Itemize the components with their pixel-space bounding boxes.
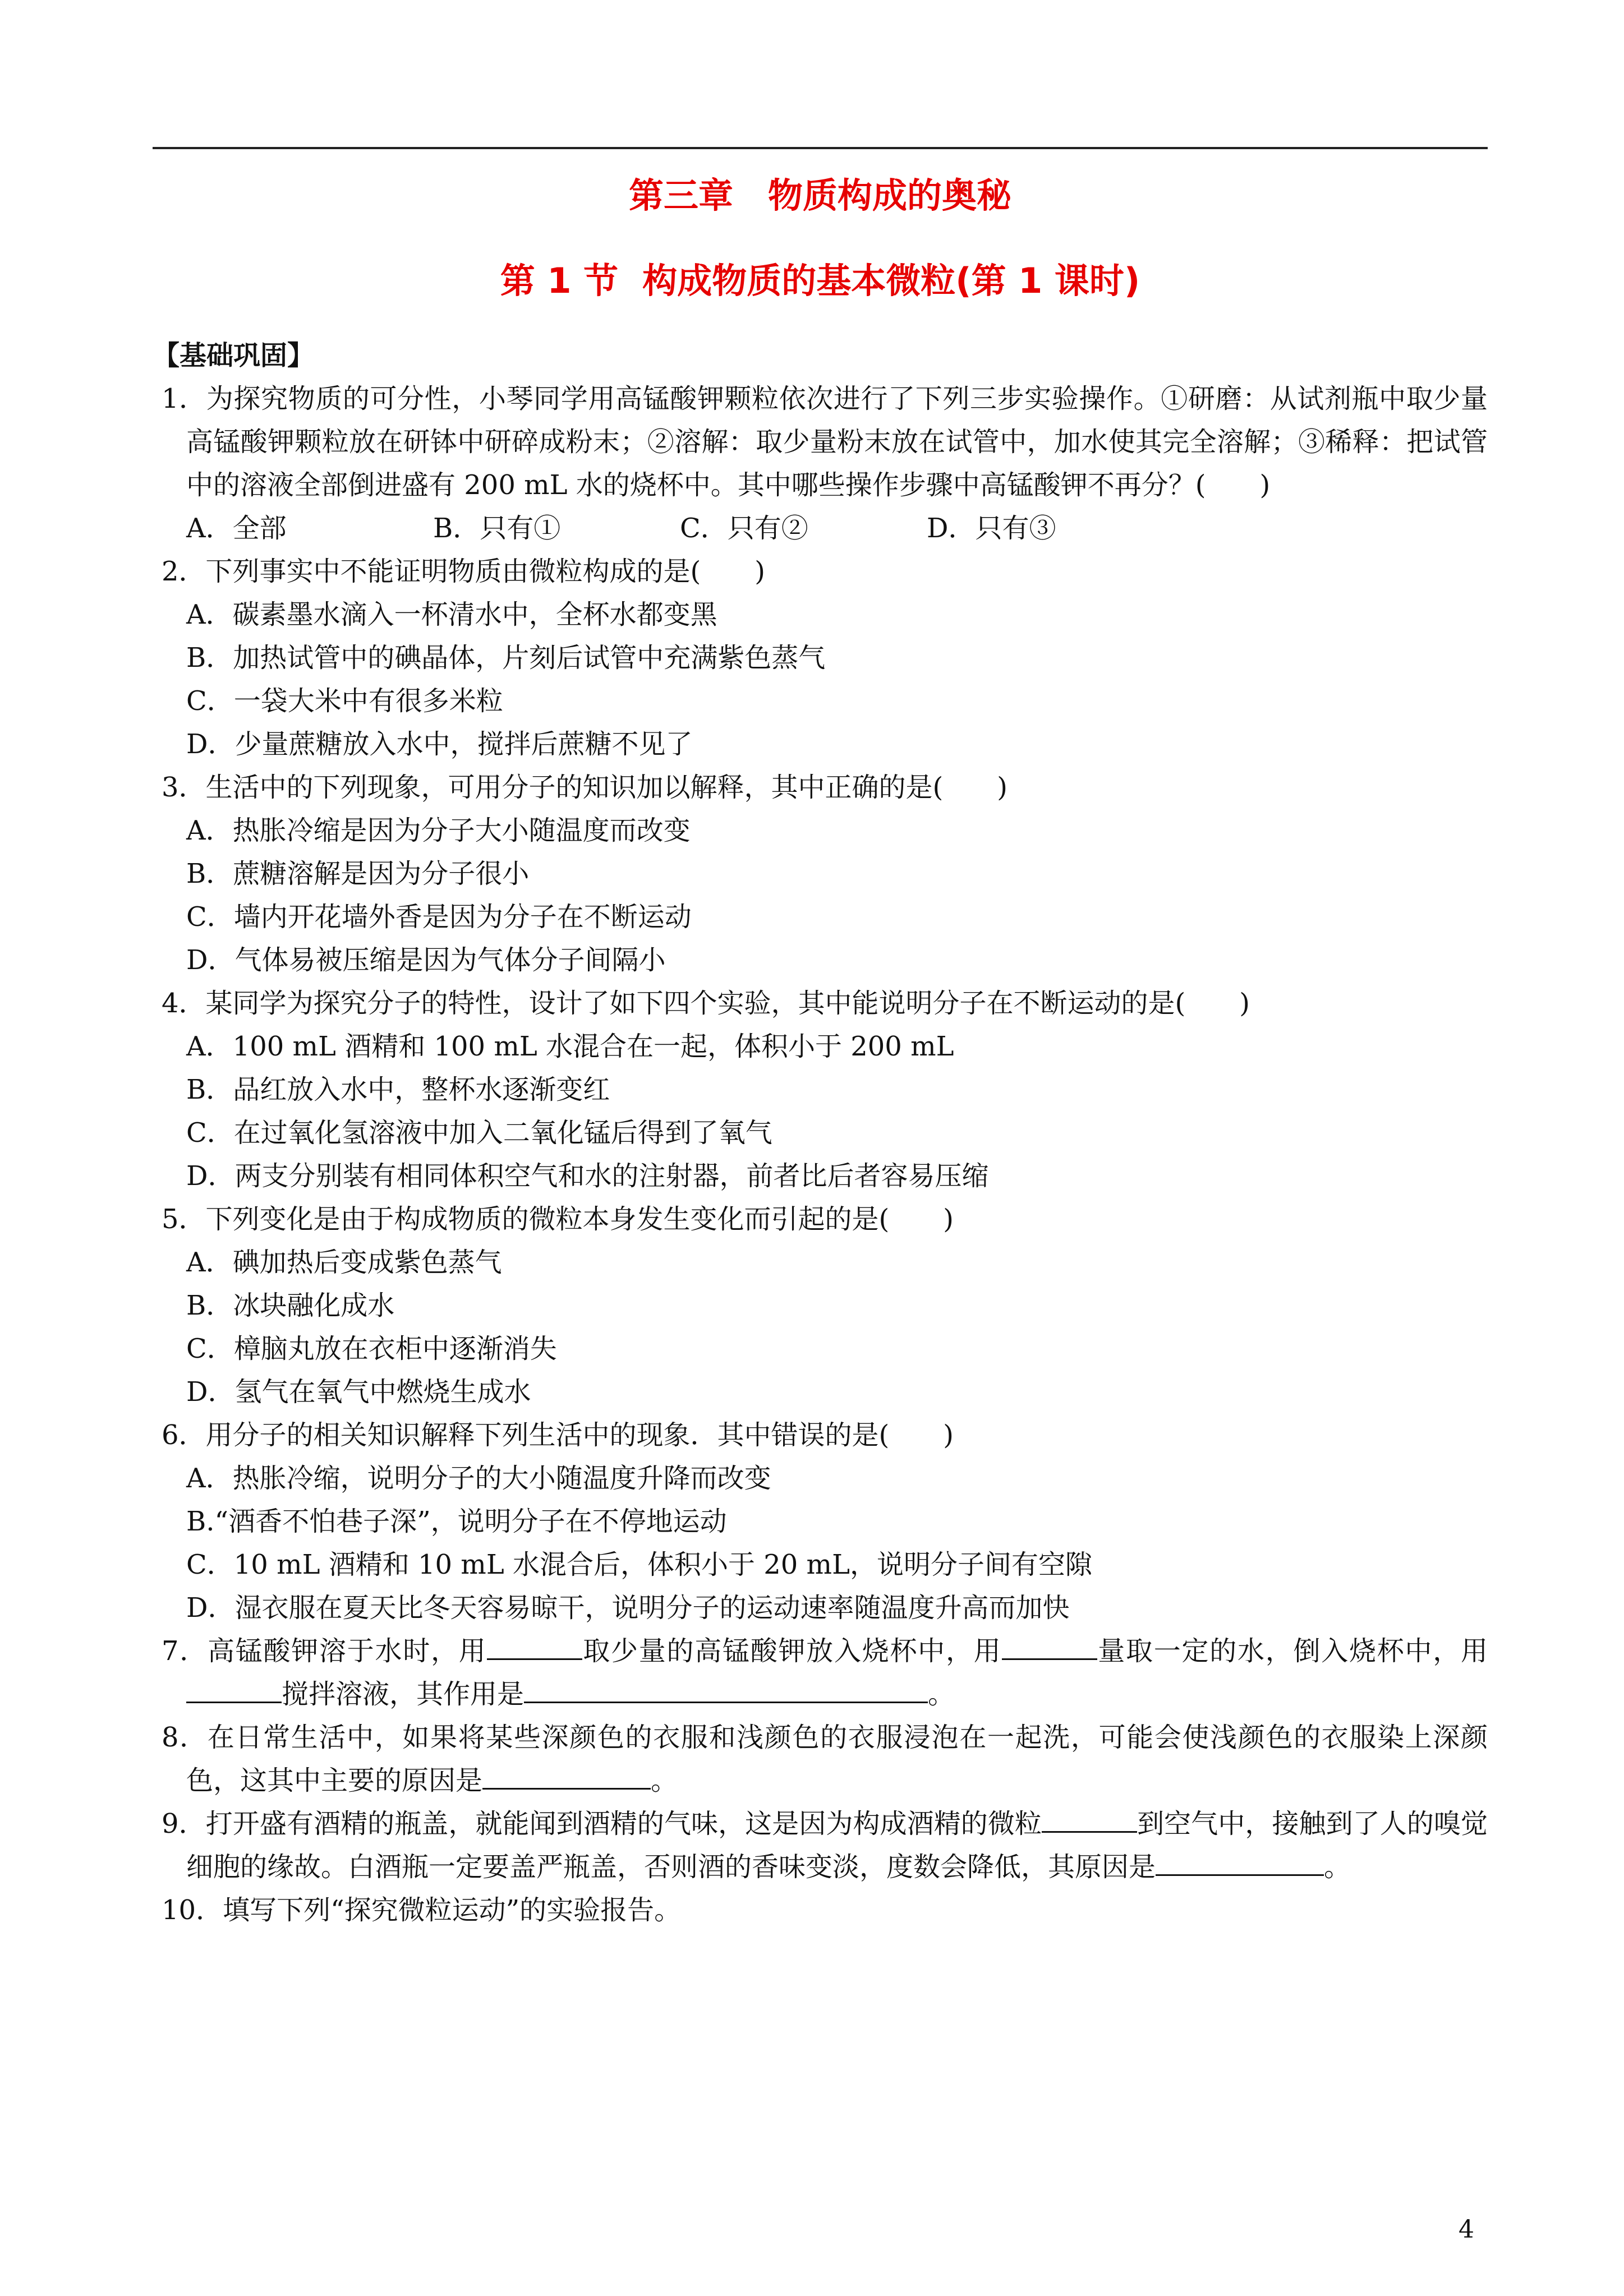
stem-part: 。 (651, 1765, 678, 1796)
option-c: C．一袋大米中有很多米粒 (186, 685, 503, 717)
option-c: C．只有② (680, 513, 808, 544)
option-a: A．碳素墨水滴入一杯清水中，全杯水都变黑 (186, 599, 717, 630)
question-stem: 2．下列事实中不能证明物质由微粒构成的是( ) (162, 556, 765, 587)
stem-part: 取少量的高锰酸钾放入烧杯中，用 (582, 1635, 1002, 1667)
option-a: A．100 mL 酒精和 100 mL 水混合在一起，体积小于 200 mL (186, 1031, 954, 1062)
question-stem: 1．为探究物质的可分性，小琴同学用高锰酸钾颗粒依次进行了下列三步实验操作。①研磨：从试剂瓶中取少量高锰酸钾颗粒放在研钵中研碎成粉末；②溶解：取少量粉末放在试管中，加水使其完全溶解；③稀释：把试管中的溶液全部倒进盛有 200 mL 水的烧杯中。其中哪些操作步骤中高锰酸钾不再分？( ) (162, 383, 1488, 501)
question-6 (153, 1414, 1488, 1630)
question-10 (153, 1889, 1488, 1932)
stem-part: 9．打开盛有酒精的瓶盖，就能闻到酒精的气味，这是因为构成酒精的微粒 (162, 1808, 1042, 1839)
question-4 (153, 982, 1488, 1198)
question-9 (153, 1802, 1488, 1889)
option-a: A．热胀冷缩是因为分子大小随温度而改变 (186, 815, 691, 846)
question-stem: 5．下列变化是由于构成物质的微粒本身发生变化而引起的是( ) (162, 1204, 954, 1235)
option-b: B.“酒香不怕巷子深”，说明分子在不停地运动 (186, 1506, 727, 1537)
answer-blank[interactable] (186, 1679, 282, 1703)
option-d: D．湿衣服在夏天比冬天容易晾干，说明分子的运动速率随温度升高而加快 (186, 1592, 1070, 1624)
option-c: C．在过氧化氢溶液中加入二氧化锰后得到了氧气 (186, 1117, 772, 1149)
option-b: B．加热试管中的碘晶体，片刻后试管中充满紫色蒸气 (186, 642, 826, 674)
answer-blank[interactable] (1042, 1809, 1137, 1833)
question-3 (153, 766, 1488, 982)
stem-part: 搅拌溶液，其作用是 (282, 1679, 525, 1710)
content (153, 334, 1488, 1932)
question-1 (153, 377, 1488, 550)
answer-blank[interactable] (487, 1636, 582, 1660)
option-c: C．樟脑丸放在衣柜中逐渐消失 (186, 1333, 557, 1364)
question-5 (153, 1198, 1488, 1414)
option-a: A．碘加热后变成紫色蒸气 (186, 1247, 502, 1278)
question-stem (153, 1716, 1488, 1802)
chapter-title: 第三章 物质构成的奥秘 (628, 175, 1011, 216)
question-2 (153, 550, 1488, 766)
stem-part: 7．高锰酸钾溶于水时，用 (162, 1635, 487, 1667)
option-d: D．气体易被压缩是因为气体分子间隔小 (186, 944, 666, 976)
question-stem (153, 1630, 1488, 1716)
stem-part: 。 (1324, 1851, 1351, 1883)
answer-blank[interactable] (1002, 1636, 1097, 1660)
section-label: 【基础巩固】 (153, 340, 315, 371)
stem-part: 到空气中，接触到了人的嗅觉细胞的缘故。白酒瓶一定要盖严瓶盖，否则酒的香味变淡，度数会降低，其原因是 (186, 1808, 1488, 1883)
option-d: D．氢气在氧气中燃烧生成水 (186, 1376, 531, 1408)
stem-part: 8．在日常生活中，如果将某些深颜色的衣服和浅颜色的衣服浸泡在一起洗，可能会使浅颜色的衣服染上深颜色，这其中主要的原因是 (162, 1722, 1488, 1796)
question-stem: 4．某同学为探究分子的特性，设计了如下四个实验，其中能说明分子在不断运动的是( ) (162, 988, 1250, 1019)
answer-blank[interactable] (1156, 1852, 1324, 1876)
option-c: C．墙内开花墙外香是因为分子在不断运动 (186, 901, 692, 933)
option-d: D．两支分别装有相同体积空气和水的注射器，前者比后者容易压缩 (186, 1160, 989, 1192)
option-b: B．冰块融化成水 (186, 1290, 395, 1321)
option-c: C．10 mL 酒精和 10 mL 水混合后，体积小于 20 mL，说明分子间有空隙 (186, 1549, 1092, 1580)
question-stem: 10．填写下列“探究微粒运动”的实验报告。 (162, 1894, 682, 1926)
section-title: 第 1 节 构成物质的基本微粒(第 1 课时) (500, 260, 1140, 301)
question-8 (153, 1716, 1488, 1802)
option-d: D．少量蔗糖放入水中，搅拌后蔗糖不见了 (186, 729, 693, 760)
stem-part: 。 (928, 1679, 955, 1710)
page-number: 4 (1459, 2215, 1474, 2244)
question-stem: 3．生活中的下列现象，可用分子的知识加以解释，其中正确的是( ) (162, 772, 1007, 803)
question-stem: 6．用分子的相关知识解释下列生活中的现象．其中错误的是( ) (162, 1419, 954, 1451)
option-a: A．热胀冷缩，说明分子的大小随温度升降而改变 (186, 1463, 771, 1494)
question-stem (153, 1802, 1488, 1889)
option-b: B．品红放入水中，整杯水逐渐变红 (186, 1074, 610, 1105)
option-b: B．蔗糖溶解是因为分子很小 (186, 858, 530, 889)
option-a: A．全部 (186, 513, 287, 544)
options-row (153, 507, 1488, 550)
option-d: D．只有③ (927, 513, 1056, 544)
top-rule (153, 147, 1488, 149)
answer-blank[interactable] (524, 1679, 928, 1703)
stem-part: 量取一定的水，倒入烧杯中，用 (1097, 1635, 1488, 1667)
answer-blank[interactable] (482, 1765, 651, 1790)
question-7 (153, 1630, 1488, 1716)
option-b: B．只有① (433, 513, 561, 544)
